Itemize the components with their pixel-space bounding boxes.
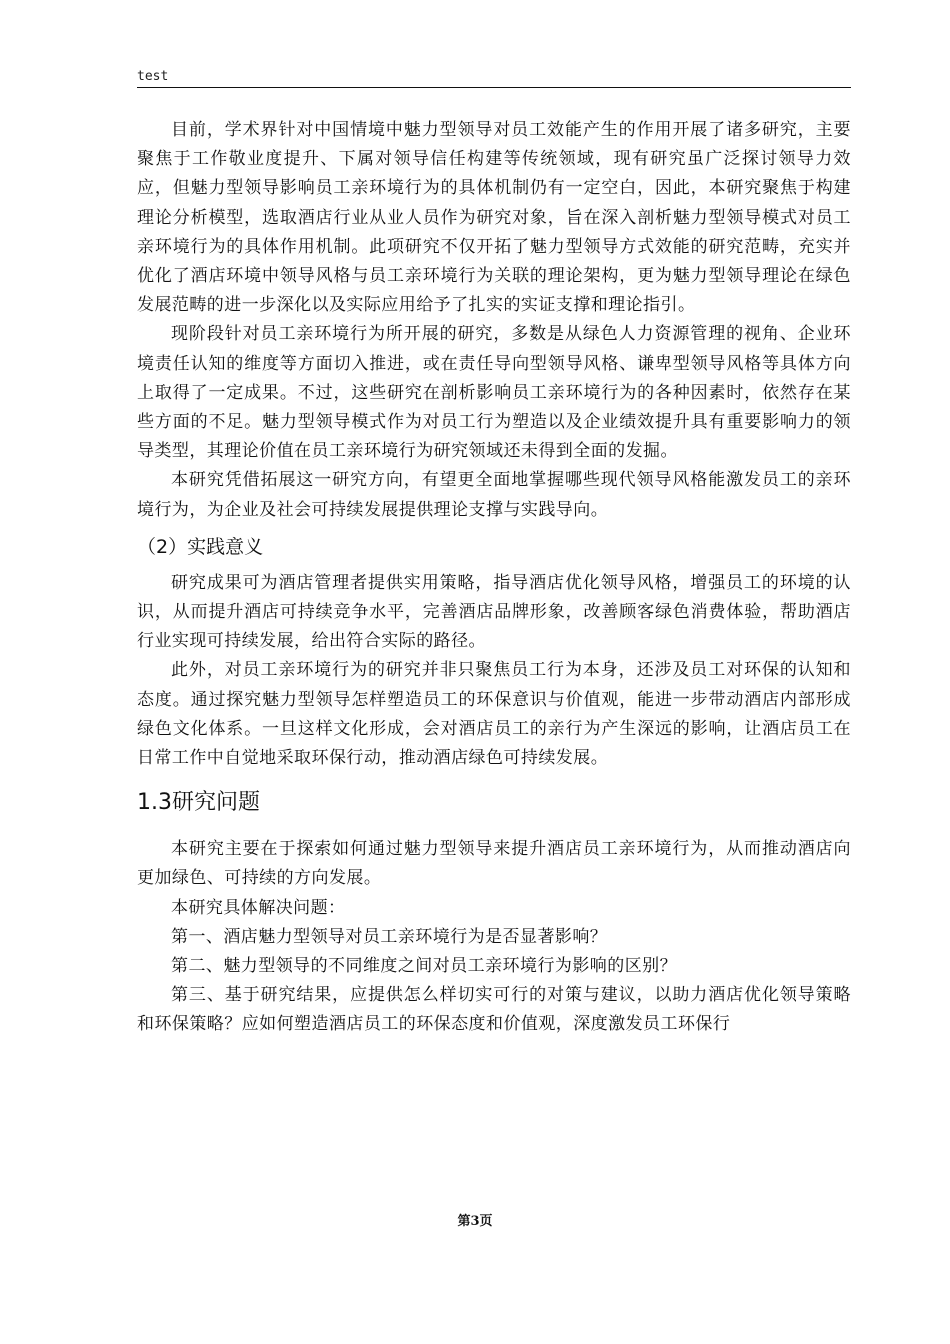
paragraph-research-direction: 本研究凭借拓展这一研究方向，有望更全面地掌握哪些现代领导风格能激发员工的亲环境行为，为企业及社会可持续发展提供理论支撑与实践导向。 [137, 470, 851, 520]
paragraph-research-status: 目前，学术界针对中国情境中魅力型领导对员工效能产生的作用开展了诸多研究，主要聚焦于工作敬业度提升、下属对领导信任构建等传统领域，现有研究虽广泛探讨领导力效应，但魅力型领导影响员工亲环境行为的具体机制仍有一定空白，因此，本研究聚焦于构建理论分析模型，选取酒店行业从业人员作为研究对象，旨在深入剖析魅力型领导模式对员工亲环境行为的具体作用机制。此项研究不仅开拓了魅力型领导方式效能的研究范畴，充实并优化了酒店环境中领导风格与员工亲环境行为关联的理论架构，更为魅力型领导理论在绿色发展范畴的进一步深化以及实际应用给予了扎实的实证支撑和理论指引。 [137, 120, 851, 316]
paragraph-current-research: 现阶段针对员工亲环境行为所开展的研究，多数是从绿色人力资源管理的视角、企业环境责任认知的维度等方面切入推进，或在责任导向型领导风格、谦卑型领导风格等具体方向上取得了一定成果。不过，这些研究在剖析影响员工亲环境行为的各种因素时，依然存在某些方面的不足。魅力型领导模式作为对员工行为塑造以及企业绩效提升具有重要影响力的领导类型，其理论价值在员工亲环境行为研究领域还未得到全面的发掘。 [137, 324, 851, 462]
page-number: 第3页 [457, 1214, 493, 1229]
paragraph-research-aim: 本研究主要在于探索如何通过魅力型领导来提升酒店员工亲环境行为，从而推动酒店向更加绿色、可持续的方向发展。 [137, 839, 851, 889]
paragraph-question-1: 第一、酒店魅力型领导对员工亲环境行为是否显著影响？ [171, 926, 608, 947]
subheading-practical-significance: （2）实践意义 [137, 535, 264, 558]
paragraph-question-2: 第二、魅力型领导的不同维度之间对员工亲环境行为影响的区别？ [171, 956, 678, 977]
section-heading-research-questions: 1.3研究问题 [137, 790, 260, 816]
running-header: test [137, 69, 169, 84]
paragraph-question-3: 第三、基于研究结果，应提供怎么样切实可行的对策与建议，以助力酒店优化领导策略和环保策略？应如何塑造酒店员工的环保态度和价值观，深度激发员工环保行 [137, 985, 851, 1035]
paragraph-questions-intro: 本研究具体解决问题： [171, 897, 346, 918]
paragraph-green-culture: 此外，对员工亲环境行为的研究并非只聚焦员工行为本身，还涉及员工对环保的认知和态度。通过探究魅力型领导怎样塑造员工的环保意识与价值观，能进一步带动酒店内部形成绿色文化体系。一旦这样文化形成，会对酒店员工的亲行为产生深远的影响，让酒店员工在日常工作中自觉地采取环保行动，推动酒店绿色可持续发展。 [137, 660, 851, 769]
document-body [137, 116, 851, 1040]
header-divider [137, 87, 851, 88]
paragraph-practical-value: 研究成果可为酒店管理者提供实用策略，指导酒店优化领导风格，增强员工的环境的认识，从而提升酒店可持续竞争水平，完善酒店品牌形象，改善顾客绿色消费体验，帮助酒店行业实现可持续发展，给出符合实际的路径。 [137, 572, 851, 652]
